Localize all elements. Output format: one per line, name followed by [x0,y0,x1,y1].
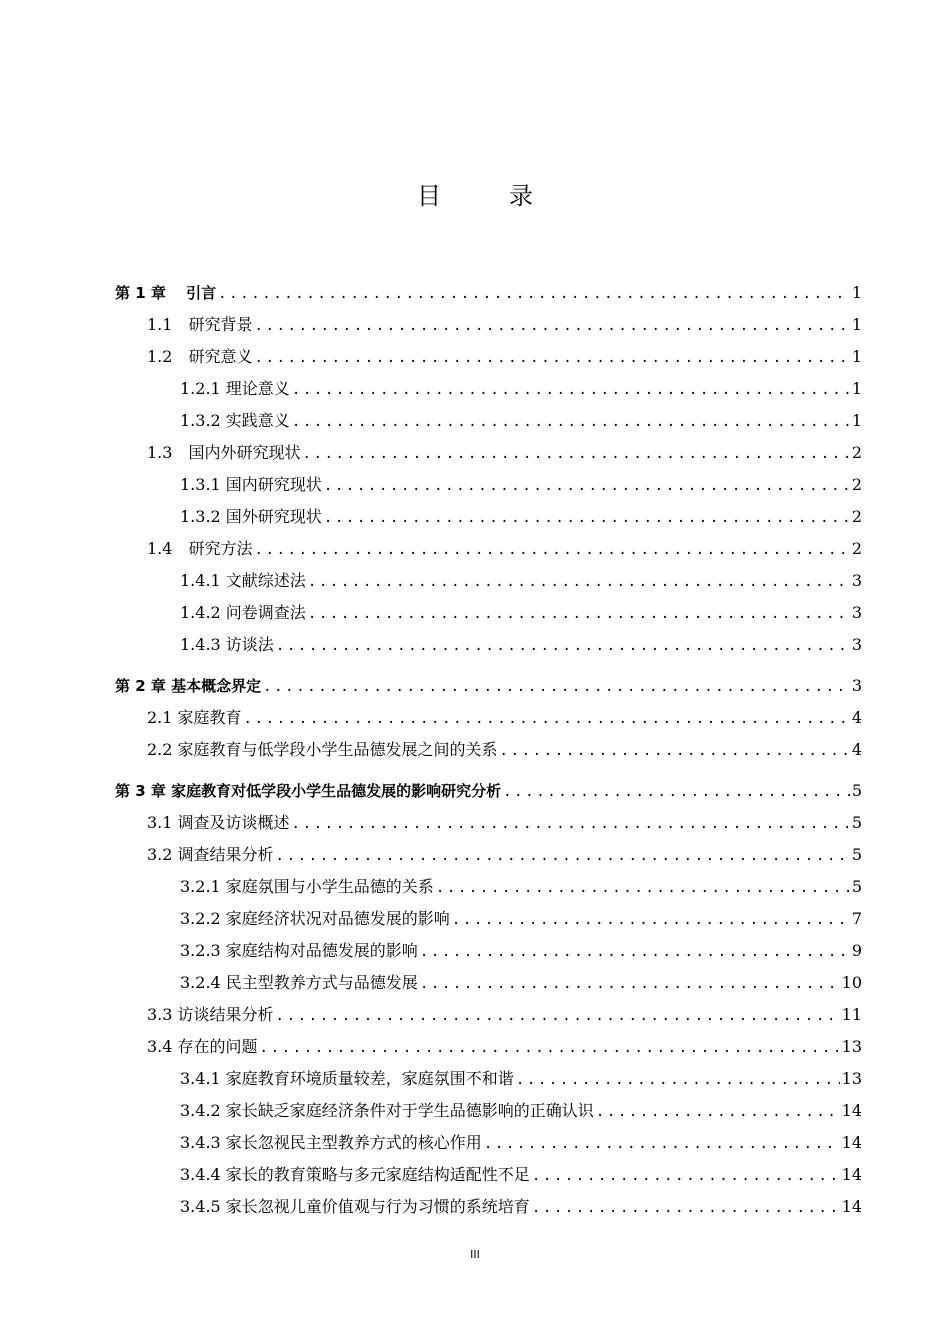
toc-entry-page: 2 [851,475,862,494]
dot-leader [324,474,850,498]
toc-entry-page: 1 [851,379,862,398]
dot-leader [276,634,850,658]
dot-leader [532,1196,840,1220]
toc-entry-label: 3.4.3 家长忽视民主型教养方式的核心作用 [180,1133,482,1152]
toc-entry-page: 3 [851,603,862,622]
toc-entry-page: 1 [851,283,862,302]
toc-entry[interactable] [147,1003,862,1027]
toc-entry-page: 1 [851,411,862,430]
toc-entry[interactable] [147,537,862,561]
dot-leader [218,282,850,306]
dot-leader [244,707,850,731]
toc-entry-page: 14 [841,1197,862,1216]
toc-entry-label: 第 1 章 引言 [115,284,217,302]
toc-title: 目 录 [417,182,555,210]
toc-entry-page: 2 [851,443,862,462]
toc-entry[interactable] [180,875,862,899]
toc-entry[interactable] [147,345,862,369]
toc-entry-label: 1.4.1 文献综述法 [180,571,306,590]
toc-entry-label: 1.3.2 国外研究现状 [180,507,322,526]
toc-entry[interactable] [180,473,862,497]
toc-entry[interactable] [147,811,862,835]
toc-entry-page: 5 [851,813,862,832]
toc-entry-label: 1.3.2 实践意义 [180,411,290,430]
dot-leader [420,940,850,964]
toc-entry[interactable] [180,601,862,625]
toc-entry[interactable] [180,633,862,657]
toc-entry-page: 1 [851,347,862,366]
dot-leader [254,538,849,562]
dot-leader [436,876,850,900]
toc-entry-page: 9 [851,941,862,960]
toc-entry-label: 3.2.4 民主型教养方式与品德发展 [180,973,418,992]
toc-entry-label: 3.1 调查及访谈概述 [147,813,290,832]
dot-leader [596,1100,840,1124]
toc-entry-page: 14 [841,1133,862,1152]
dot-leader [276,1004,840,1028]
toc-entry[interactable] [147,843,862,867]
toc-chapter-entry[interactable] [115,779,862,803]
toc-entry-label: 3.4.4 家长的教育策略与多元家庭结构适配性不足 [180,1165,530,1184]
toc-entry[interactable] [180,971,862,995]
toc-entry[interactable] [180,939,862,963]
dot-leader [260,1036,840,1060]
toc-entry[interactable] [180,569,862,593]
toc-entry-label: 2.1 家庭教育 [147,708,242,727]
toc-entry-label: 3.4.5 家长忽视儿童价值观与行为习惯的系统培育 [180,1197,530,1216]
dot-leader [276,844,850,868]
toc-entry-page: 14 [841,1101,862,1120]
toc-entry-page: 5 [851,877,862,896]
toc-entry-page: 4 [851,740,862,759]
dot-leader [308,570,850,594]
toc-entry[interactable] [180,1163,862,1187]
dot-leader [263,675,850,699]
toc-entry-page: 10 [841,973,862,992]
toc-entry-page: 2 [851,507,862,526]
dot-leader [503,780,850,804]
toc-entry-label: 第 3 章 家庭教育对低学段小学生品德发展的影响研究分析 [115,782,502,800]
toc-entry-page: 14 [841,1165,862,1184]
toc-entry-page: 13 [841,1069,862,1088]
toc-entry[interactable] [180,505,862,529]
dot-leader [324,506,850,530]
dot-leader [254,346,849,370]
dot-leader [302,442,849,466]
toc-entry-page: 7 [851,909,862,928]
toc-entry[interactable] [180,377,862,401]
toc-entry-page: 3 [851,635,862,654]
toc-entry[interactable] [147,738,862,762]
toc-entry[interactable] [147,1035,862,1059]
dot-leader [532,1164,840,1188]
toc-entry-label: 3.2.2 家庭经济状况对品德发展的影响 [180,909,450,928]
toc-entry[interactable] [147,706,862,730]
toc-entry-label: 1.1 研究背景 [147,315,253,334]
toc-entry-label: 3.4 存在的问题 [147,1037,258,1056]
toc-entry-label: 1.3 国内外研究现状 [147,443,301,462]
toc-entry[interactable] [180,1195,862,1219]
dot-leader [308,602,850,626]
toc-entry-label: 3.4.1 家庭教育环境质量较差，家庭氛围不和谐 [180,1069,514,1088]
toc-entry[interactable] [147,313,862,337]
toc-entry[interactable] [180,409,862,433]
toc-entry-label: 3.3 访谈结果分析 [147,1005,274,1024]
toc-entry-page: 3 [851,676,862,695]
toc-entry-label: 第 2 章 基本概念界定 [115,677,262,695]
toc-entry-label: 1.4.3 访谈法 [180,635,274,654]
toc-entry-label: 3.2.1 家庭氛围与小学生品德的关系 [180,877,434,896]
dot-leader [292,410,850,434]
toc-entry-label: 1.2.1 理论意义 [180,379,290,398]
toc-entry-label: 3.2.3 家庭结构对品德发展的影响 [180,941,418,960]
toc-entry-page: 2 [851,539,862,558]
toc-entry-label: 2.2 家庭教育与低学段小学生品德发展之间的关系 [147,740,498,759]
toc-entry-page: 3 [851,571,862,590]
dot-leader [292,378,850,402]
dot-leader [292,812,850,836]
toc-entry-label: 1.4 研究方法 [147,539,253,558]
toc-entry-page: 1 [851,315,862,334]
toc-entry[interactable] [180,1099,862,1123]
dot-leader [452,908,850,932]
toc-entry-page: 5 [851,845,862,864]
dot-leader [516,1068,840,1092]
dot-leader [484,1132,840,1156]
dot-leader [254,314,849,338]
toc-entry[interactable] [180,1067,862,1091]
toc-entry-label: 1.3.1 国内研究现状 [180,475,322,494]
toc-entry-page: 5 [851,781,862,800]
dot-leader [500,739,850,763]
toc-entry[interactable] [180,907,862,931]
toc-chapter-entry[interactable] [115,281,862,305]
toc-entry-page: 11 [841,1005,862,1024]
toc-entry-label: 3.4.2 家长缺乏家庭经济条件对于学生品德影响的正确认识 [180,1101,594,1120]
dot-leader [420,972,840,996]
toc-entry[interactable] [147,441,862,465]
toc-entry-page: 4 [851,708,862,727]
toc-entry-label: 3.2 调查结果分析 [147,845,274,864]
toc-entry-label: 1.4.2 问卷调查法 [180,603,306,622]
page-number-footer: III [470,1248,480,1261]
toc-entry-page: 13 [841,1037,862,1056]
toc-entry-label: 1.2 研究意义 [147,347,253,366]
toc-entry[interactable] [180,1131,862,1155]
toc-chapter-entry[interactable] [115,674,862,698]
